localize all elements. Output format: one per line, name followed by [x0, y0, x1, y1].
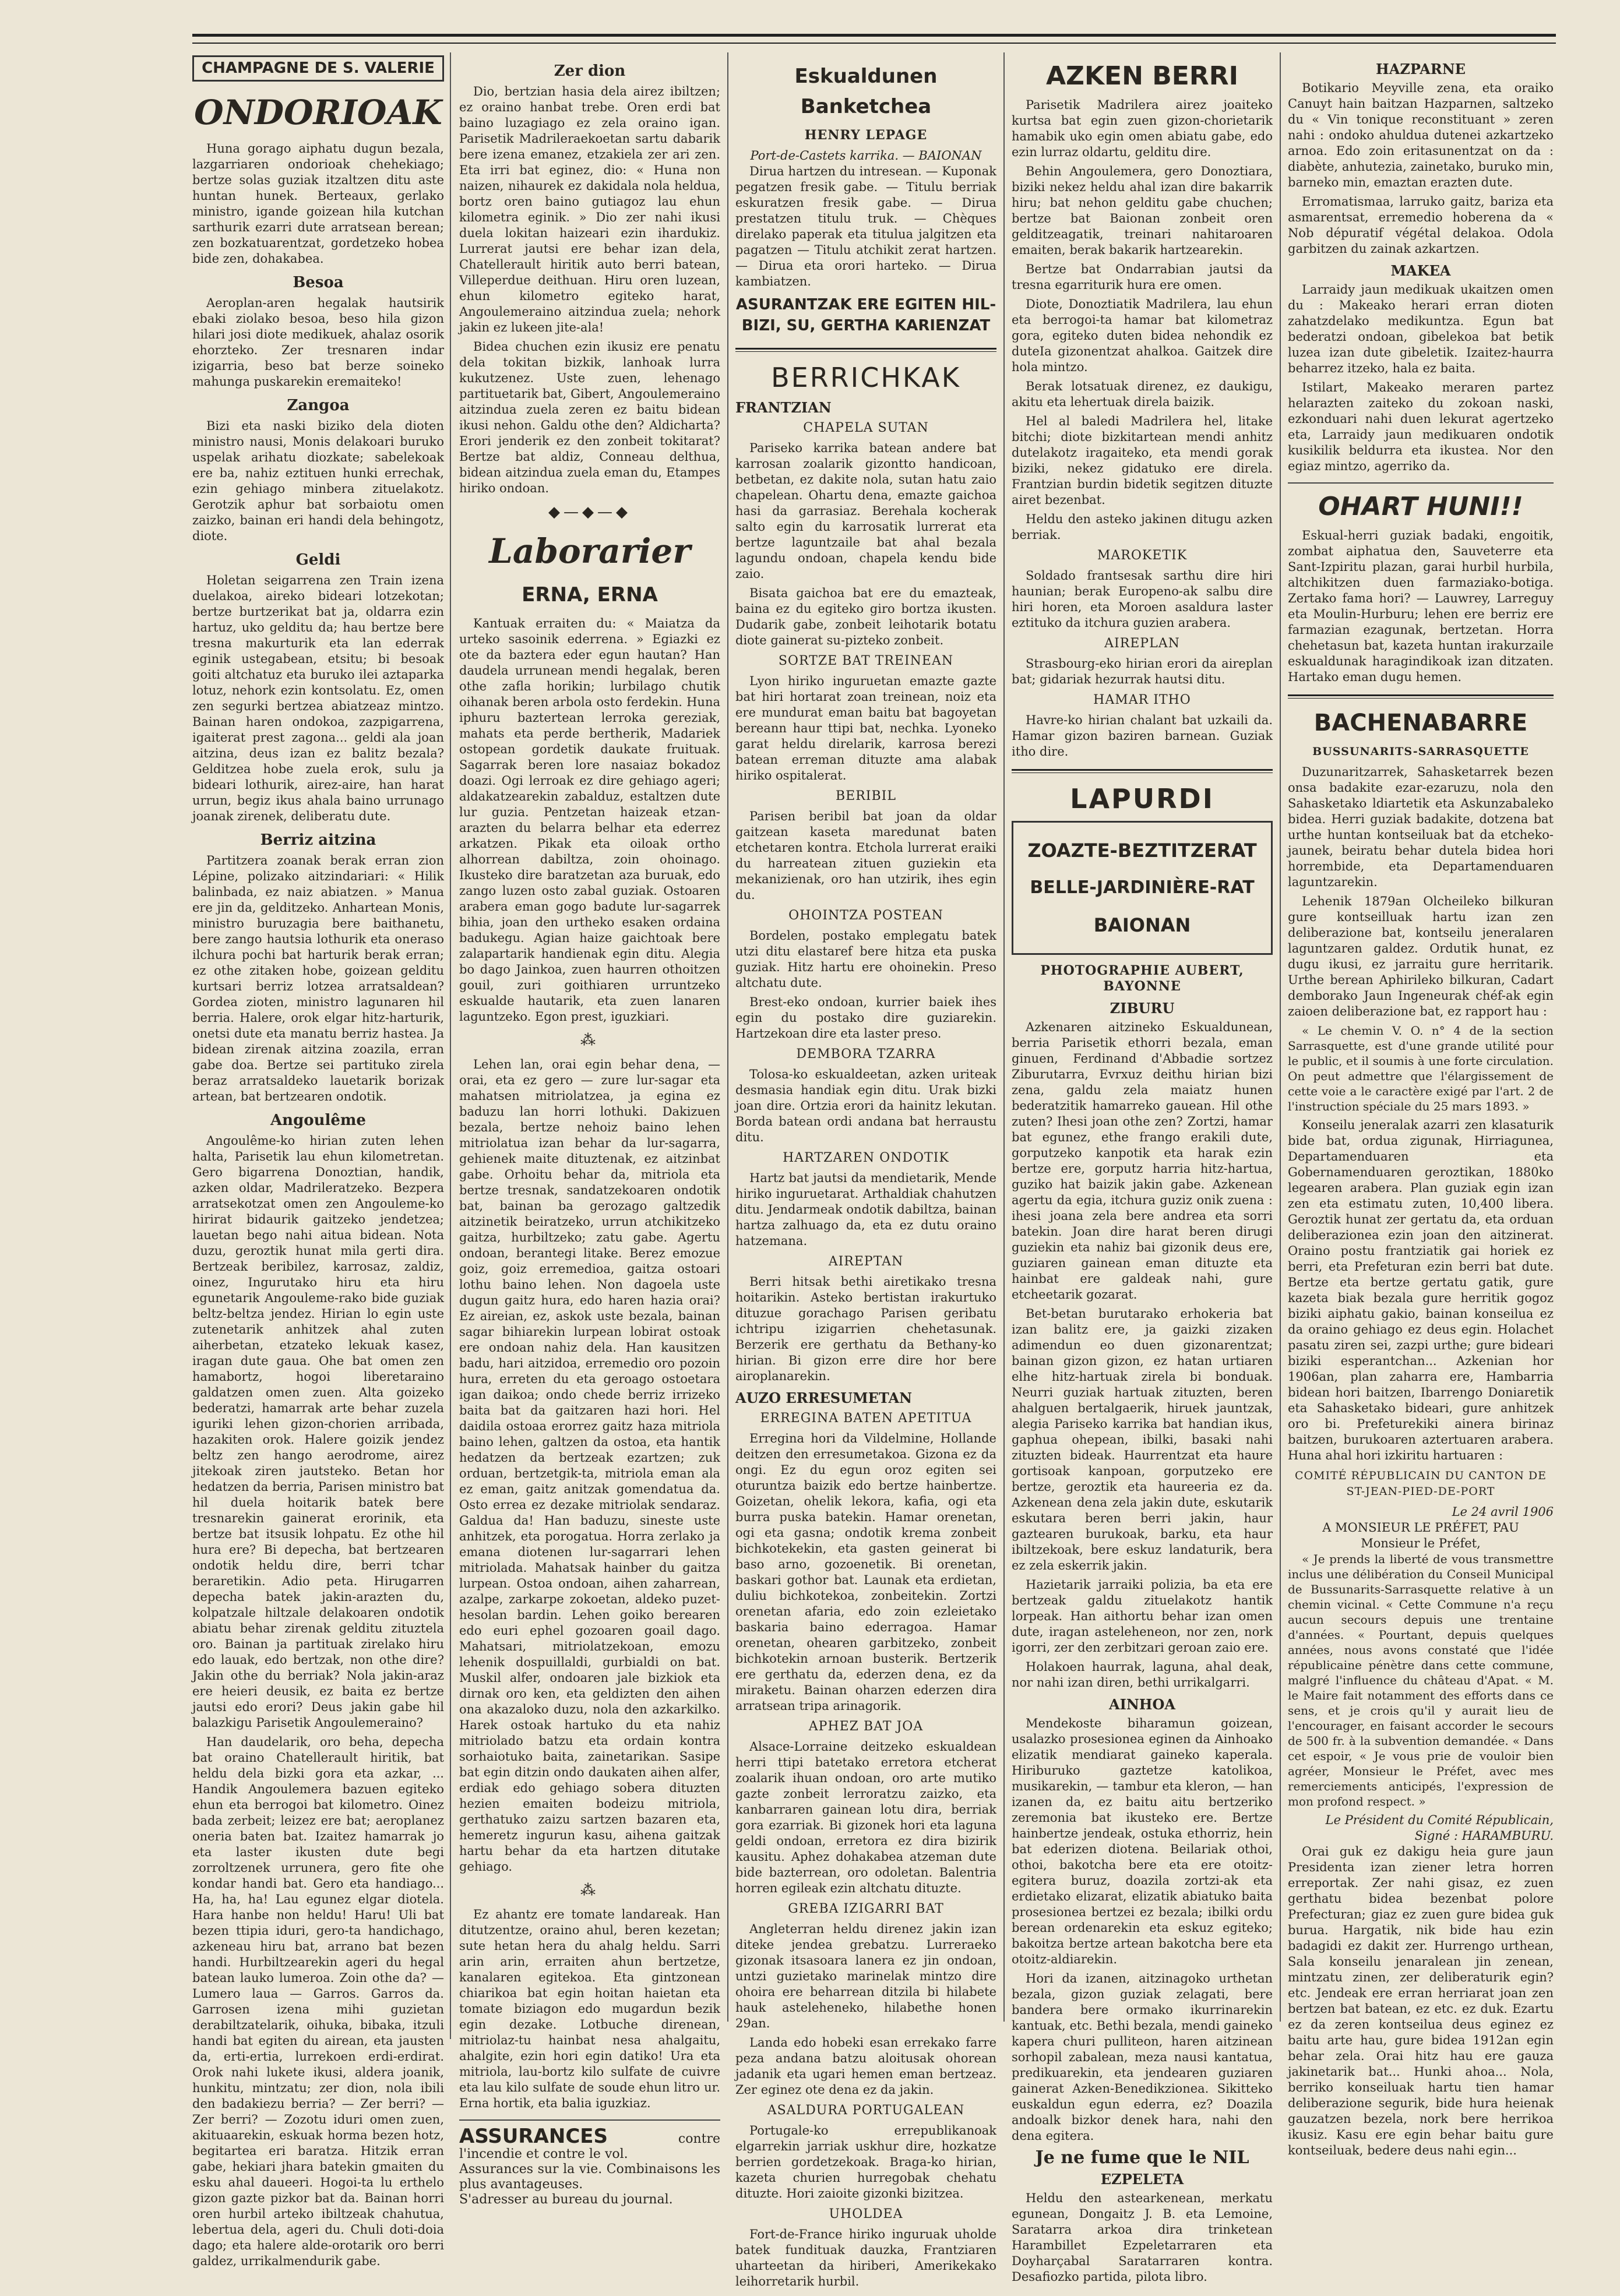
article-text: Duzunaritzarrek, Sahasketarrek bezen onsa badakite ezar-ezaruzu, nola den Sahasketako ldiartetik eta Askunzabaleko bidea. Herri guziak badakite, dotzena bat urthe huntan kontseiluak bat da etcheko-jaunek, beiratu behar dutela bidea hori horrembide, eta Departamenduaren laguntzarekin. — [1288, 765, 1554, 889]
article-text: Soldado frantsesak sarthu dire hiri haunian; berak Europeno-ak salbu dire hiri horen, eta Moroen asaldura laster eztituko da itchura guzien arabera. — [1012, 569, 1273, 630]
column-rule — [1003, 52, 1005, 2022]
article-text: Behin Angoulemera, gero Donoztiara, biziki nekez heldu ahal izan dire bakarrik hiru; bat nehon gelditu gabe chuchen; bertze bat Baionan zonbeit oren gelditzeagatik, treinari nahitaroaren emaiten, berak bakarik hartzearekin. — [1012, 164, 1273, 257]
article-text: Ez ahantz ere tomate landareak. Han ditutzentze, oraino ahul, beren kezetan; sute hetan hera du ahalg heldu. Sarri arin arin, erraiten ahun bertzetze, kanalaren egitekoa. Eta gintzonean chiarikoa bat egin hoitan haietan eta tomate biziagon edo mugardun bezik egin dezake. Lotbuche direnean, mitriolaz-tu hainbat nesa ahalgaitu, ahalgite, ezin hori egin datiko! Ura eta mitriola, lau-bortz kilo sulfate de cuivre eta lau kilo sulfate de soude ehun litro ur. Erna hortik, eta balia iguzkiaz. — [459, 1907, 720, 2110]
article-text: Pariseko karrika batean andere bat karrosan zoalarik gizontto handicoan, betbetan, ez dakite nola, sutan hatu zaio chapelean. Ohartu dena, emazte gaichoa hasi da garrasiaz. Berehala kocherak salto egin du karrosatik lurrerat eta bertze laguntzaile bat ahal bezala lagundu ondoan, chapela kendu bide zaio. — [735, 441, 996, 581]
committee-heading: COMITÉ RÉPUBLICAIN DU CANTON DE ST-JEAN-PIED-DE-PORT — [1295, 1469, 1547, 1498]
belle-jardiniere-ad — [1012, 821, 1273, 955]
headline-bachenabarre: BACHENABARRE — [1313, 710, 1528, 736]
subsection-title: OHOINTZA POSTEAN — [788, 908, 943, 923]
subsection-title: HARTZAREN ONDOTIK — [783, 1151, 949, 1165]
article-text: Azkenaren aitzineko Eskualdunean, berria Parisetik ethorri bezala, eman ginuen, Ferdinand d'Abbadie sortzez Ziburutarra, Evrxuz deithu hirian bizi zena, galdu zela maiatz hunen bederatzitik hamarreko gauean. Hil othe zuten? Ihesi joan othe zen? Zortzi, hamar bat egunez, ethe frango erakili dute, gorputzeko kanpotik eta harak ezin bertze ere, gorputz harria hitz-hartua, guziko hat baizik jakin gabe. Azkenean agertu da egia, itchura guziz onik zuena : ihesi joana zela bere andrea eta sorri batekin. Joan dire harat beren dirugi guziekin eta nahiz bai gizonik deus ere, guziaren gainean eman dituzte eta hainbat ere galdeak nahi, gure etcheetarik gozarat. — [1012, 1020, 1273, 1302]
divider — [735, 348, 996, 352]
subsection-title: AIREPTAN — [828, 1254, 904, 1269]
article-text: Hazietarik jarraiki polizia, ba eta ere bertzeak galdu zituelakotz hantik lorpeak. Han aithortu behar izan omen dute, iragan asteleheneon, nor zen, nork igorri, zer den zerbitzari geroan zaio ere. — [1012, 1578, 1273, 1655]
column-rule — [727, 52, 728, 2022]
subsection-title: DEMBORA TZARRA — [796, 1047, 936, 1061]
section-title: ERNA, ERNA — [522, 583, 658, 606]
column-4 — [1012, 55, 1273, 2284]
article-text: Alsace-Lorraine deitzeko eskualdean herri ttipi batetako erretora etcherat zoalarik ihuan ondoan, oro arte mutiko gazte zonbeit lerroratzu zaizko, eta kanbarraren gainean lotu dira, berriak gora ezarriak. Bi gizonek hori eta laguna geldi ondoan, erretora ez dira bizirik kausitu. Aphez dohakabea atzeman dute bide bazterrean, oro odoletan. Balentria horren egileak ezin altchatu dituzte. — [735, 1740, 996, 1895]
subsection-title: ASALDURA PORTUGALEAN — [767, 2103, 965, 2118]
article-text: Bordelen, postako emplegatu batek utzi ditu elastaref bere hitza eta puska guziak. Hitz hartu ere ohoinekin. Preso altchatu dute. — [735, 929, 996, 990]
article-text: Heldu den astearkenean, merkatu egunean, Dongaitz J. B. eta Lemoine, Saratarra arkoa dira trinketean Harambillet Ezpeletarraren eta Doyharçabal Saratarraren kontra. Desafiozko partida, pilota libro. — [1012, 2191, 1273, 2284]
article-text: Lehen lan, orai egin behar dena, — orai, eta ez gero — zure lur-sagar eta mahatsen mitriolatzea, ja egina ez baduzu lan horri lothuki. Dakizuen bezala, bertze nehoiz baino lehen mitriolatua izan behar da lur-sagarra, gehienek maite dituztenak, ez aitzinbat gabe. Orhoitu behar da, mitriola eta bertze tresnak, sandatzekoaren ondotik bat, bainan ba gerozago galtzedik aitzinetik beiratzeko, urrun atchikitzeko gaitza, hurbiltzeko; zatu gabe. Agertu ondoan, berantegi litake. Berez emozue goiz, goiz erremedioa, gaitza ostoari lothu baino lehen. Non dagoela uste dugun gaitz hura, edo haren hazia orai? Ez aireian, ez, askok uste bezala, bainan sagar bihiarekin lurpean lobirat ostoak ere ondoan nahiz dela. Han kausitzen badu, hari aitzidoa, erremedio oro pozoin hura, erreten du eta geroago ostoetara igan daikoa; ondo chede berriz irrizeko baita bat da gaitzaren hazi hori. Hel daidila ostoaa erorrez gaitz haza mitriola baino lehen, galtzen da ostoa, eta hantik hedatzen da bertzeak ezartzen; zuk orduan, bertzetgik-ta, mitriola eman ala ez eman, gaitz anitzak gomendatua da. Osto errea ez dezake mitriolak sendaraz. Galdua da! Han baduzu, sineste uste anhitzek, eta porogatua. Horra zerlako ja emana diotenen lur-sagarrari lehen mitriolada. Mahatsak hainber du gaitza lurpean. Ostoa ondoan, aihen zaharrean, azalpe, zarkarpe zokoetan, aldeko puzet-hesolan bardin. Lehen goiko berearen edo euri ephel gozoaren goail dago. Mahatsari, mitriolatzekoan, emozu lehenik dospuillaldi, gurbialdi on bat. Muskil alfer, ondoaren jale bizkiok eta dirnak oro ken, eta geldizten den aihen ona akazaloko duzu, nola den azkarkilko. Harek ostoak hartuko du eta nahiz mitriolado batzu eta ordain kontra sorhaiotuko baita, zainetarikan. Sasipe bat egin ditzin ondo daukaten aihen alfer, erdiak edo gehiago sobera dituzten hezien emaiten bodeizu mitriola, gerthatuko zaizu sartzen bazaren eta, hemeretz ingurun kasu, aihena gaitzak hartu behar da eta hartzen ditutake gehiago. — [459, 1057, 720, 1874]
article-text: Bisata gaichoa bat ere du emazteak, baina ez du egiteko giro bortza ikusten. Dudarik gabe, zonbeit leihotarik botatu diote gainerat su-pizteko zonbeit. — [735, 586, 996, 647]
section-title: MAKEA — [1390, 262, 1451, 279]
article-text: Berri hitsak bethi airetikako tresna hoitarikin. Asteko bertistan irakurtuko dituzue gorachago Parisen geribatu ichtripu izigarrien chehetasunak. Berzerik ere gerthatu da Bethany-ko hirian. Bi gizon erre dire hor bere airoplanarekin. — [735, 1275, 996, 1383]
letter-signature-title: Le Président du Comité Républicain, — [1325, 1813, 1554, 1827]
subsection-title: BUSSUNARITS-SARRASQUETTE — [1312, 745, 1529, 758]
section-title: EZPELETA — [1100, 2171, 1184, 2188]
column-rule — [1280, 52, 1281, 2022]
subsection-title: BERIBIL — [836, 789, 896, 803]
article-text: Aeroplan-aren hegalak hautsirik ebaki ziolako besoa, beso hila gizon hilari josi diote medikuek, ahalaz osorik ehorzteko. Zer tresnaren indar izigarria, beso bat berze soineko mahunga puskarekin eremaiteko! — [192, 296, 444, 389]
ad-line: BAIONAN — [1093, 914, 1191, 936]
article-text: Fort-de-France hiriko inguruak uholde batek fundituak dauzka, Frantziaren uharteetan da hiriberi, Amerikekako leihorretarik hurbil. — [735, 2227, 996, 2288]
article-text: Tolosa-ko eskualdeetan, azken uriteak desmasia handiak egin ditu. Urak bizki joan dire. Ortzia erori da hainitz lekutan. Borda batean ordi andana bat herraustu ditu. — [735, 1067, 996, 1144]
headline-azken-berri: AZKEN BERRI — [1046, 61, 1238, 91]
article-text: Strasbourg-eko hirian erori da aireplan bat; gidariak hezurrak hautsi ditu. — [1012, 657, 1273, 686]
article-text: Eskual-herri guziak badaki, engoitik, zombat aiphatua den, Sauveterre eta Sant-Izpiritu plazan, garai hurbil hurbila, altchikitzen duen farmaziako-botiga. Zertako fama hori? — Lauwrey, Larreguy eta Moulin-Hurburu; lehen ere berriz ere farmazian ezagunak, bertzetan. Horra chehetasun bat, kazeta huntan irakurzaile eskualdunak haragindikoak izan ditzaten. Hartako eman dugu hemen. — [1288, 528, 1554, 684]
divider — [1012, 769, 1273, 773]
photo-ad: PHOTOGRAPHIE AUBERT, BAYONNE — [1040, 963, 1244, 994]
assurances-line: S'adresser au bureau du journal. — [459, 2192, 673, 2207]
article-text: Han daudelarik, oro beha, depecha bat oraino Chatellerault hiritik, bat heldu dela bizki gora eta azkar, ... Handik Angoulemera bazuen egiteko ehun eta berrogoi bat kilometro. Oinez bada zerbeit; leizez ere bat; aeroplanez oneria baten bat. Izaitez hamarrak jo eta laster ikusten dute begi zorroltzenek urrunera, gero fite ohe kondar handi bat. Gero eta handiago... Ha, ha, ha! Lau egunez elgar diotela. Hara hanbe non heldu! Haru! Uli bat bezen ttipia iduri, gero-ta handichago, azkeneau hiru bat, arrano bat bezen handi. Hurbiltzearekin ageri du hegal batean lauko lumeroa. Zoin othe da? — Lumero laua — Garros. Garros da. Garrosen izena mihi guzietan derabiltzatelarik, oihuka, bibaka, itzuli handi bat egiten du airean, eta jausten da, erti-ertia, lurrekoen erdi-erdirat. Orok nahi lukete ikusi, aldera joanik, hunkitu, mintzatu; zer dion, nola ibili den badakiezu berria? — Zer berri? — Zer berri? — Zozotu iduri omen zuen, akituaarekin, eskuak horma bezen hotz, begitartea eri baratza. Hitzik erran gabe, hekiari jhara batekin gmaiten du esku ahal daueeri. Hogoi-ta lu erthelo gizon gazte pizkor bat da. Bainan horri oren hurbil arteko ibiltzeak chahutua, lebertua dela, ageri du. Chuli doti-doia dago; eta halere alde-orotarik oro berri galdez, urrikalmendurik gabe. — [192, 1735, 444, 2268]
article-text: Bizi eta naski biziko dela dioten ministro nausi, Monis delakoari buruko uspelak arihatu diozkate; sabelekoak ere ba, nahiz eztituen hunki errechak, ezin gehiago minbera zituelakotz. Gerotzik aphur bat sorbaiotu omen zaizko, bainan eri handi dela behingotz, diote. — [192, 419, 444, 543]
article-text: Lyon hiriko inguruetan emazte gazte bat hiri hortarat zoan treinean, noiz eta ere mundurat eman baitu bat bagoyetan bereann haur ttipi bat, nechka. Lyoneko garat heldu direlarik, karrosa berezi batean erreman dituzte ama alabak hiriko ospitalerat. — [735, 674, 996, 782]
lapurdi-banner: LAPURDI — [1070, 783, 1214, 814]
assurances-line: contre l'incendie et contre le vol. — [459, 2132, 720, 2161]
article-text: Angleterran heldu direnez jakin izan diteke jendea grebatzu. Lurreraeko gizonak itsasoara lanera ez jin ondoan, untzi guzietako marinelak mintzo dire ohoira ere beharrean ditzila bi hilabete hauk asteleheneko, hilabethe honen 29an. — [735, 1922, 996, 2030]
letter-body: « Je prends la liberté de vous transmettre inclus une délibération du Conseil Municipal de Bussunarits-Sarrasquette relative à un chemin vicinal. « Cette Commune n'a reçu aucun secours depuis une trentaine d'années. « Pourtant, depuis quelques années, nous avons constaté que l'idée républicaine pénètre dans cette commune, malgré l'influence du château d'Apat. « M. le Maire fait notamment des efforts dans ce sens, et je crois qu'il y aurait lieu de l'encourager, en faisant accorder le secours de 500 fr. à la subvention demandée. « Dans cet espoir, « Je vous prie de vouloir bien agréer, Monsieur le Préfet, avec mes remerciements anticipés, l'expression de mon profond respect. » — [1288, 1552, 1554, 1808]
article-text: Partitzera zoanak berak erran zion Lépine, polizako aitzindariari: « Hilik balinbada, ez naiz abiatzen. » Manua ere jin da, gelditzeko. Anhartean Monis, ministro buruzagia bere baithanetu, bere zango hautsia lothurik eta oneraso ilchura pochi bat harturik berak erran; ez othe zitaken hobe, goizean gelditu kurtsari berriz lotzea arratsaldean? Gordea zioten, ministro lagunaren hil berria. Halere, orok elgar hitz-harturik, onetsi dute eta manatu berriz hastea. Ja bidean zirenak aitzina zoazila, erran gabe doa. Bertze sei partituko zirela beraz arratsaldeko lauetarik borizak artean, bat bertzearen ondotik. — [192, 853, 444, 1103]
article-text: Berak lotsatuak direnez, ez daukigu, akitu eta lehertuak direla baizik. — [1012, 379, 1273, 409]
headline-berrichkak: BERRICHKAK — [771, 362, 961, 393]
article-text: Parisetik Madrilera airez joaiteko kurtsa bat egin zuen gizon-chorietarik hamabik uko egin omen abiatu gabe, edo ezin lurraz oldartu, gelditu dire. — [1012, 98, 1273, 159]
article-text: Brest-eko ondoan, kurrier baiek ihes egin du postako dire guziarekin. Hartzekoan dire eta laster preso. — [735, 995, 996, 1041]
divider — [1288, 694, 1554, 699]
subsection-title: UHOLDEA — [829, 2207, 903, 2221]
article-text: Heldu den asteko jakinen ditugu azken berriak. — [1012, 512, 1273, 542]
subsection-title: CHAPELA SUTAN — [803, 421, 929, 435]
ad-line: BELLE-JARDINIÈRE-RAT — [1030, 877, 1255, 898]
subsection-title: HAMAR ITHO — [1093, 693, 1191, 707]
article-text: Konseilu jeneralak azarri zen klasaturik bide bat, ordua zigunak, Hirriagunea, Departamenduaren eta Gobernamenduaren geroztikan, 1880ko legearen arabera. Plan guziak egin izan zen eta estimatu zuten, 10,400 libera. Geroztik hunat zer gertatu da, eta orduan deliberazionea ezin joan den aitzinerat. Oraino postu frantziatik gai horiek ez berri, eta Prefeturan ezin berri bat dute. Bertze eta bertze gertatu gatik, gure kazeta biak bezala gure herritik gogoz biziki aiphatu gakio, bainan konseilua ez da oraino gehiago ez deus egin. Holachet pasatu ziren sei, zazpi urthe; gure bideari biziki esperantchan... Azkenian hor 1906an, plan zaharra ere, Hambarria bidean hori baitzen, Ibarrengo Doniaretik eta Sahasketako bideari, gure anhitzek oro bi. Prefeturekiki ainera birinaz baitzen, burukoaren aztertuaren arabera. Huna ahal hori izkiritu hartuaren : — [1288, 1118, 1554, 1462]
subsection-title: GREBA IZIGARRI BAT — [788, 1902, 944, 1916]
divider — [459, 2119, 720, 2121]
section-title: Zer dion — [554, 62, 626, 80]
section-title: ZIBURU — [1110, 1000, 1175, 1017]
article-text: Bertze bat Ondarrabian jautsi da tresna egarriturik hura ere omen. — [1012, 262, 1273, 292]
article-text: Larraidy jaun medikuak ukaitzen omen du : Makeako herari erran dioten zahatzdelako medikuntza. Egun bat bederatzi ondoan, gibelekoa bat betik luzea izan dute gibeletik. Izaitez-haurra beharrez itzeko, hala ez baita. — [1288, 283, 1554, 375]
section-title: Geldi — [295, 551, 341, 569]
bank-ad-title: Eskualdunen Banketchea — [794, 65, 938, 118]
subsection-title: AIREPLAN — [1104, 636, 1180, 651]
article-intro: Huna gorago aiphatu dugun bezala, lazgarriaren ondorioak chehekiago; bertze solas guziak itzaltzen ditu aste huntan hunek. Berteaux, gerlako ministro, igande goizean hila kutchan sarthurik ezarri dute arratsean berean; zen bozkatuarentzat, gordetzeko hobea bide zen, dohakabea. — [192, 142, 444, 266]
column-5 — [1288, 55, 1554, 2157]
article-text: Hel al baledi Madrilera hel, litake bitchi; diote bizkitartean mendi anhitz dutelakotz iragaiteko, eta mendi gorak biziki, nekez gidatuko ere direla. Frantzian burdin bidetik segitzen dituzte airet bezenbat. — [1012, 414, 1273, 507]
article-text: Portugale-ko errepublikanoak elgarrekin jarriak uskhur dire, hozkatze berrien gordetzekoak. Braga-ko hirian, kazeta churien hurregobak chehatu dituzte. Hori zaioite gizonki bizitzea. — [735, 2124, 996, 2200]
section-title: AUZO ERRESUMETAN — [735, 1389, 913, 1406]
section-title: Zangoa — [287, 397, 350, 414]
article-text: Erregina hori da Vildelmine, Hollande deitzen den erresumetakoa. Gizona ez da ongi. Ez du egun oroz egiten sei oturuntza baizik edo bertze hainbertze. Goizetan, ohelik lekora, kafia, ogi eta burra puska batekin. Hamar orenetan, ogi eta gasna; ondotik krema zonbeit bichkotekekin, eta gasten geinerat bi baso arno, gozoenetik. Bi orenetan, baskari gothor bat. Launak eta erdietan, duliu bichkotekoa, zonbeitekin. Zortzi orenetan afaria, edo zoin ezleietako baskaria baino ederragoa. Hamar orenetan, ohearen garbitzeko, zonbeit bichkotekin arnoan busterik. Bertzerik ere gerthatu da, ederzen dena, ez da miraketu. Bainan oharzen ederzen dira arratsean tripa arinagorik. — [735, 1431, 996, 1713]
section-title: Berriz aitzina — [260, 831, 376, 849]
headline-laborarier: Laborarier — [489, 531, 691, 571]
assurances-line: Assurances sur la vie. Combinaisons les plus avantageuses. — [459, 2162, 720, 2192]
ornament-divider: ◆—◆—◆ — [548, 503, 631, 521]
article-text: Parisen beribil bat joan da oldar gaitzean kaseta maredunat baten etchetaren kontra. Etchola lurrerat eraiki du harreatean zituen guziekin eta mekanizienak, oro han utzirik, ihes egin du. — [735, 809, 996, 902]
subsection-title: SORTZE BAT TREINEAN — [778, 654, 954, 668]
letter-salutation: Monsieur le Préfet, — [1361, 1536, 1481, 1550]
ornament-divider: ⁂ — [580, 1032, 599, 1049]
subsection-title: ERREGINA BATEN APETITUA — [760, 1411, 972, 1426]
section-title: FRANTZIAN — [735, 399, 832, 416]
section-title: Angoulême — [270, 1112, 366, 1129]
column-1 — [192, 55, 444, 2268]
article-text: Bidea chuchen ezin ikusiz ere penatu dela tokitan bizkik, lanhoak lurra kukutzenez. Uste zuen, lehenago partituetarik bat, Gibert, Angoulemeraino aitzindua zuela zeren ez baitu bidean ikusi nehon. Galdu othe den? Aldicharta? Erori jenderik ez den zonbeit tokitarat? Bertze bat aldiz, Conneau delthua, bidean aitzindua zuela eman du, Etampes hiriko ondoan. — [459, 340, 720, 495]
bank-ad-address: Port-de-Castets karrika. — BAIONAN — [750, 149, 982, 163]
section-title: HAZPARNE — [1376, 61, 1466, 77]
article-text: Lehenik 1879an Olcheileko bilkuran gure kontseilluak hartu izan zen deliberazione bat, kontseilu jeneralaren laguntzaren galdez. Ordutik hunat, ez dugu ikusi, ez jarraitu gure herritarik. Urthe berean Aphirileko bilkuran, Cadart demborako Jaun Ingeneurak chéf-ak egin zaioen deliberazione bat, ez rapport hau : — [1288, 894, 1554, 1018]
bank-ad-text: Dirua hartzen du intresean. — Kuponak pegatzen fresik gabe. — Titulu berriak eskuratzen fresik gabe. — Dirua prestatzen titulu truk. — Chèques direlako paperak eta titulua jalgitzen eta pagatzen — Titulu atchikit zerat hartzen. — Dirua eta orori harteko. — Dirua kambiatzen. — [735, 164, 996, 288]
letter-recipient: A MONSIEUR LE PRÉFET, PAU — [1322, 1521, 1519, 1535]
column-2 — [459, 55, 720, 2207]
quoted-report: « Le chemin V. O. n° 4 de la section Sarrasquette, est d'une grande utilité pour le public, et il soumis à une forte circulation. On peut admettre que l'élargissement de cette voie a le caractère exigé par l'art. 2 de l'instruction spéciale du 25 mars 1893. » — [1288, 1024, 1554, 1113]
bank-ad-name: HENRY LEPAGE — [804, 128, 928, 143]
column-rule — [450, 52, 451, 2039]
ornament-divider: ⁂ — [580, 1882, 599, 1899]
article-text: Mendekoste biharamun goizean, usalazko prosesionea eginen da Ainhoako elizatik mendiarat gaineko kaperala. Hiriburuko gaztetze katolikoa, musikarekin, — tambur eta kleron, — han izanen da, ez baitu aitu bertzeriko zeremonia bat ikusteko ere. Bertze hainbertze jendeak, ostuka ethorriz, hein bat ederizen diotena. Beilariak othoi, othoi, bakotcha bere eta ere otoitz-egitera buruz, doazila zortzi-ak eta erdietako elizarat, elizatik abiatuko baita prosesionea bertzei ez bezala; ibilki ordu berean ordenarekin eta eskuz egiteko; bakoitza bertze artean bakotcha bere eta otoitz-aldiarekin. — [1012, 1716, 1273, 1966]
section-title: AINHOA — [1109, 1696, 1175, 1713]
section-title: Besoa — [293, 274, 344, 291]
masthead-banner: CHAMPAGNE DE S. VALERIE — [192, 55, 444, 82]
article-text: Bet-betan burutarako erhokeria bat izan balitz ere, ja gaizki zizaken adimendun eo duen gizonarentzat; bainan gizon gizon, ez hatan urtiaren elhe hitz-hartuak zirela bi bonduak. Neurri guziak hartuak zituzten, beren ahalguen bertalgaerik, hiruek jauntzak, alegia Pariseko karrika bat handian ikus, gaphua ohepean, ibilki, basaki nahi zituzten bideak. Haurrentzat eta haure gortisoak kanpoan, gorputzeko ere bertze, geroztik eta haureeria ez da. Azkenean dena zela jakin dute, eskutarik eskutara beren berri jakin, haur gaztearen burukoak, barku, eta haur ibiltzekoak, bere eskuz landaturik, bera ez zela eskerrik jakin. — [1012, 1307, 1273, 1572]
article-text: Hori da izanen, aitzinagoko urthetan bezala, gizon guziak zelagati, bere bandera bere ormako ikurrinarekin kantuak, etc. Bethi bezala, mendi gaineko kapera churi pulliteon, haren aitzinean sorhopil zabalean, meza nausi kantatua, predikuarekin, eta jendearen guziaren gainerat Azken-Benedikzionea. Sikitteko euskaldun egun ederra, ez? Doazila andoalk bizkor denek hara, nahi den dena egitera. — [1012, 1971, 1273, 2143]
headline-ondorioak: ONDORIOAK — [194, 93, 442, 132]
top-rule — [192, 34, 1556, 44]
insurance-ad: ASURANTZAK ERE EGITEN HIL-BIZI, SU, GERTHA KARIENZAT — [735, 296, 996, 334]
article-text: Havre-ko hirian chalant bat uzkaili da. Hamar gizon baziren barnean. Guziak itho dire. — [1012, 713, 1273, 759]
article-text: Holakoen haurrak, laguna, ahal deak, nor nahi izan diren, bethi urrikalgarri. — [1012, 1660, 1273, 1690]
ad-line: ZOAZTE-BEZTITZERAT — [1027, 840, 1257, 862]
subsection-title: APHEZ BAT JOA — [808, 1719, 924, 1734]
letter-date: Le 24 avril 1906 — [1452, 1505, 1554, 1519]
headline-ohart-huni: OHART HUNI!! — [1318, 492, 1523, 521]
divider — [1288, 482, 1554, 484]
article-text: Erromatismaa, larruko gaitz, bariza eta asmarentsat, erremedio hoberena da « Nob dépuratif végétal delakoa. Odola garbitzen du zainak azkartzen. — [1288, 195, 1554, 256]
article-text: Angoulême-ko hirian zuten lehen halta, Parisetik lau ehun kilometretan. Gero bigarrena Donoztian, handik, azken oldar, Madrileratzeko. Bezpera arratsekotzat omen zen Angouleme-ko hirirat bidaurik gaitzeko jendetzea; lauetan bego nahi aitua bidean. Nota duzu, geroztik hunat mila gerti dira. Bertzeak beribilez, karrosaz, zaldiz, oinez, Ingurutako hiru eta hiru egunetarik Angouleme-rako bide guziak beltz-beltza jendez. Hirian lo egin uste zutenetarik anhitzek ahal zuten aiherbetan, etzateko lekuak kasez, iragan dute gaua. Ohe bat omen zen hamabortz, hogoi liberetaraino galdatzen omen zuen. Alta goizeko bederatzi, hamarrak arte behar zuzela iguriki lehen gizon-chorien arribada, hazakiten orok. Halere goizik jendez beltz zen hango aerodrome, airez jitekoak ziren jautsteko. Betan hor hedatzen da berria, Parisen ministro bat hil duela hoitarik batek bere tresnarekin gainerat erorinik, eta bertze bat itsusik lohpatu. Ez othe hil hura ere? Bi depecha, bat bertzearen ondotik heldu dire, berri tchar beraretikin. Adio peta. Hirugarren depecha batek jakin-arazten du, kolpatzale hiltzale delakoaren ondotik abiatu behar zirenak gelditu zituztela oro. Bainan ja partituak zirelako hiru edo lauak, edo bertzak, non othe dire? Jakin othe du berriak? Nola jakin-araz ere heieri deusik, ez baita ez bertze jautsi edo erori? Deus jakin gabe hil balazkigu Parisetik Angoulemeraino? — [192, 1134, 444, 1730]
article-text: Kantuak erraiten du: « Maiatza da urteko sasoinik ederrena. » Egiazki ez ote da baztera eder egun hautan? Han daudela urrunean mendi hegalak, beren othe zafla horikin; lurbilago chutik oihanak beren arbola osto ferdekin. Huna iphuru baztertean lerroka gereziak, mahats eta perde bertherik, Madariek ostopean gordetik daukate fruituak. Sagarrak beren lore nasaiaz bokadoz doazi. Ogi lerroak ez dire gehiago ageri; aldakatzearekin zabalduz, estaltzen dute lur guzia. Pentzetan haizeak etzan-arazten du belarra belhar eta ederrez arkatzen. Pikak eta oiloak ortho alhorrean dabiltza, zoin ohoinago. Ikusteko dire baratzetan aza buruak, edo zango luzen osto zabal guziak. Ostoaren arabera eman gogo badute lur-sagarrek bihia, joan den urtheko esaken ordaina badukegu. Agian haize gaichtoak bere zalapartarik handienak egin ditu. Alegia bo dago Jainkoa, zuen haurren othoitzen gouil, zuri goithiaren urruntzeko eskualde hautarik, eta zuen lanaren laguntzeko. Egon prest, iguzkiari. — [459, 616, 720, 1024]
article-text: Dio, bertzian hasia dela airez ibiltzen; ez oraino hanbat trebe. Oren erdi bat baino luzagiago ez zela oraino igan. Parisetik Madrileraekoetan sartu dabarik bere izena emanez, etzakiela zer ari zen. Eta irri bat eginez, dio: « Huna non naizen, nihaurek ez dakidala nola heldua, bortz oren baino gutiagoz lau ehun kilometra eginik. » Dio zer nahi ikusi duela lokitan haizeari ezin ihardukiz. Lurrerat jautsi ere behar izan dela, Chatellerault hiritik auto berri batean, Villeperdue deithuan. Hiru oren luzean, ehun kilometro egiteko harat, Angoulemeraino aitzindua zuela; nehork jakin ez lukeen jite-ala! — [459, 84, 720, 334]
article-text: Holetan seigarrena zen Train izena duelakoa, aireko bideari lotzekotan; bertze burtzerikat bat ja, oldarra ezin hartuz, uko gelditu da; hau bertze bere tresna makurturik eta lan ederrak eginik ustegabean, etsitu; bi besoak goiti altchatuz eta buruko ilei aztaparka lotuz, nehork ezin kontsolatu. Ez, omen zen segurki bertzea abiatzeaz mintzo. Bainan haren ondokoa, zazpigarrena, igaiterat prest zagona... geldi ala joan aitzina, deus izan ez balitz bezala? Gelditzea hobe zuela erok, sulu ja bideari lothurik, airez-aire, han harat urrun, begiz ikus ahala baino urrunago joanak zirenek, deliberatu dute. — [192, 573, 444, 823]
article-text: Diote, Donoztiatik Madrilera, lau ehun eta berrogoi-ta hamar bat kilometraz gora, egiteko duten bidea nehondik ez duteIa gizonentzat ahalkoa. Gaitzek dire hola mintzo. — [1012, 297, 1273, 374]
assurances-ad — [459, 2125, 720, 2207]
article-text: Hartz bat jautsi da mendietarik, Mende hiriko inguruetarat. Arthaldiak chahutzen ditu. Jendarmeak ondotik dabiltza, bainan hartza zalhuago da, eta ez dutu oraino hatzemana. — [735, 1171, 996, 1248]
article-text: Istilart, Makeako meraren partez helarazten zaiteko du zokoan naski, ezkonduari nahi duen lekurat agertzeko eta, Larraidy jaun medikuaren ondotik kusikilik beldurra eta ikustea. Nor den egiaz mintzo, agerriko da. — [1288, 380, 1554, 473]
article-text: Landa edo hobeki esan errekako farre peza andana batzu aloitusak ohorean jadanik eta ugari hemen eman bertzeaz. Zer eginez ote dena ez da jakin. — [735, 2036, 996, 2097]
subsection-title: MAROKETIK — [1097, 548, 1188, 563]
nil-ad: Je ne fume que le NIL — [1035, 2147, 1249, 2168]
assurances-title: ASSURANCES — [459, 2125, 608, 2148]
article-text: Orai guk ez dakigu heia gure jaun Presidenta izan ziener letra horren erreportak. Zer nahi gisaz, ez zuen gerthatu bidea bezenbat polore Prefecturan; giaz ez zuen gure bidea guk burua. Hargatik, nik bide hau ezin badagidi ez dakit zer. Hurrengo urthean, Sala konseilu jenaralean jin zenean, mintzatu zinen, zer deliberaturik egin? etc. Jendeak ere erran herriarat joan zen bertzen bat batean, ez etc. ez duk. Ezartu ez da zeren kontseilua deus eginez ez baitu arte hau, gure bidea 1912an egin behar zela. Orai hitz hau ere gauza jakinetarik bat... Hunki ahoa... Nola, berriko konseiluak hartu tien hamar deliberazione segurik, bide hura heienak gauzatzen bezela, nork bere herrikoa ikusiz. Kasu ere egin behar baitu gure kontseiluak, bedere deus nahi egin... — [1288, 1844, 1554, 2157]
letter-signature: Signé : HARAMBURU. — [1414, 1829, 1554, 1843]
article-text: Botikario Meyville zena, eta oraiko Canuyt hain baitzan Hazparnen, saltzeko du « Vin tonique reconstituant » zeren nahi : ondoko ahuldua dutenei azkartzeko arnoa. Edo zoin eritasunentzat on da : diabète, anhutezia, zainetako, buruko min, barneko min, emaztan erazten dute. — [1288, 81, 1554, 189]
column-3 — [735, 55, 996, 2288]
